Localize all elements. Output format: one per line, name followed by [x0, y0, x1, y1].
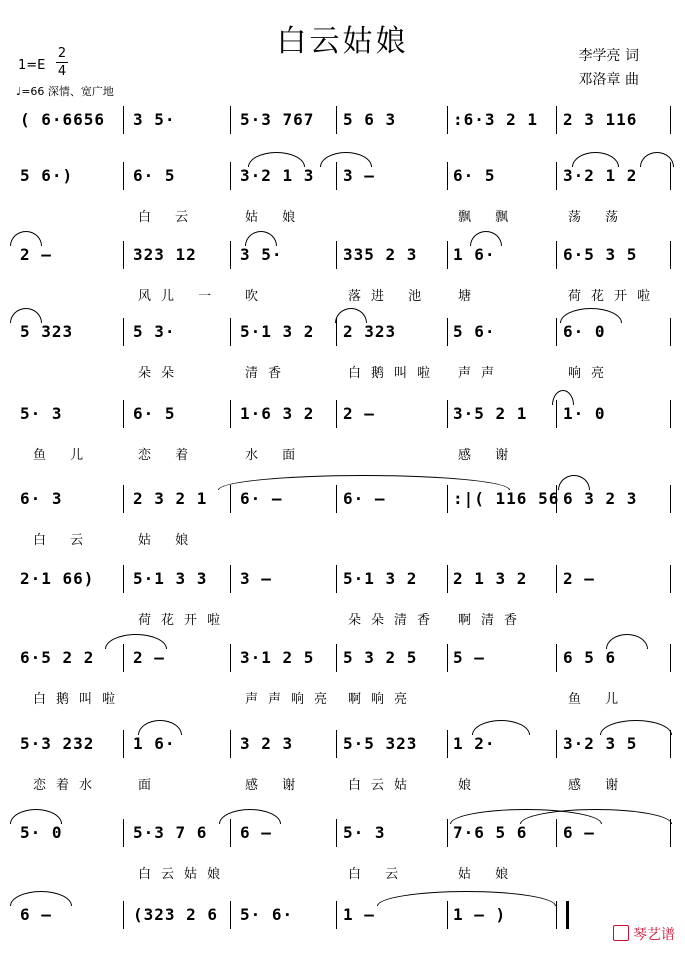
- notes-line: [0, 569, 685, 599]
- measure-notes: 2 3 116: [563, 110, 638, 129]
- measure-notes: 1· 0: [563, 404, 606, 423]
- measure-notes: 2 –: [133, 648, 165, 667]
- bar-line: [447, 565, 448, 593]
- notes-line: [0, 245, 685, 275]
- measure-notes: 5· 0: [20, 823, 63, 842]
- bar-line: [447, 400, 448, 428]
- slur-arc: [558, 475, 590, 490]
- bar-line: [336, 565, 337, 593]
- measure-notes: 5 3 2 5: [343, 648, 418, 667]
- bar-line: [556, 162, 557, 190]
- lyric-text: 白云姑娘: [138, 867, 231, 882]
- bar-line: [123, 400, 124, 428]
- bar-line: [447, 730, 448, 758]
- measure-notes: 6· 5: [133, 166, 176, 185]
- lyric-text: 鱼 儿: [33, 448, 94, 463]
- lyric-text: 水 面: [245, 448, 306, 463]
- lyric-text: 吹: [245, 289, 269, 304]
- lyric-text: 荡 荡: [568, 210, 629, 225]
- slur-arc: [335, 308, 367, 323]
- measure-notes: 5·3 767: [240, 110, 315, 129]
- bar-line: [447, 241, 448, 269]
- lyricist-credit: 李学亮 词: [578, 48, 639, 64]
- measure-notes: 6 –: [20, 905, 52, 924]
- lyric-text: 飘 飘: [458, 210, 519, 225]
- slur-arc: [377, 891, 556, 906]
- lyric-text: 恋着水: [33, 778, 103, 793]
- lyric-text: 啊清香: [458, 613, 528, 628]
- measure-notes: 5·3 232: [20, 734, 95, 753]
- measure-notes: 1 6·: [133, 734, 176, 753]
- lyric-text: 白 云: [138, 210, 199, 225]
- bar-line: [336, 400, 337, 428]
- bar-line: [336, 644, 337, 672]
- bar-line: [123, 901, 124, 929]
- bar-line: [670, 241, 671, 269]
- slur-arc: [10, 809, 62, 824]
- lyric-text: 荷花开啦: [138, 613, 231, 628]
- bar-line: [556, 730, 557, 758]
- time-signature-numerator: 2: [57, 46, 67, 61]
- final-bar-line: [566, 901, 569, 929]
- measure-notes: 1 2·: [453, 734, 496, 753]
- measure-notes: 6 3 2 3: [563, 489, 638, 508]
- lyric-text: 白云姑: [348, 778, 418, 793]
- slur-arc: [218, 475, 510, 490]
- notes-line: [0, 489, 685, 519]
- slur-arc: [470, 231, 502, 246]
- measure-notes: 2 –: [563, 569, 595, 588]
- time-signature-bar: [56, 62, 68, 63]
- bar-line: [556, 106, 557, 134]
- measure-notes: 3 –: [343, 166, 375, 185]
- lyric-text: 白 云: [348, 867, 409, 882]
- bar-line: [123, 106, 124, 134]
- bar-line: [670, 400, 671, 428]
- measure-notes: 5 3·: [133, 322, 176, 341]
- measure-notes: 5 6 3: [343, 110, 397, 129]
- lyric-text: 鱼 儿: [568, 692, 629, 707]
- lyrics-line: [0, 285, 685, 305]
- measure-notes: 6· 3: [20, 489, 63, 508]
- measure-notes: 6· –: [240, 489, 283, 508]
- lyric-text: 风儿 一: [138, 289, 222, 304]
- lyric-text: 声声: [458, 366, 505, 381]
- slur-arc: [219, 809, 281, 824]
- measure-notes: 323 12: [133, 245, 197, 264]
- measure-notes: 3 5·: [240, 245, 283, 264]
- bar-line: [670, 644, 671, 672]
- lyrics-line: [0, 945, 685, 965]
- lyric-text: 声声响亮: [245, 692, 338, 707]
- lyrics-line: [0, 863, 685, 883]
- measure-notes: 6 5 6: [563, 648, 617, 667]
- slur-arc: [600, 720, 672, 735]
- measure-notes: 7·6 5 6: [453, 823, 528, 842]
- measure-notes: 6·5 2 2: [20, 648, 95, 667]
- bar-line: [336, 106, 337, 134]
- notes-line: [0, 166, 685, 196]
- notes-line: [0, 322, 685, 352]
- notes-line: [0, 823, 685, 853]
- notes-line: [0, 404, 685, 434]
- measure-notes: 3 –: [240, 569, 272, 588]
- bar-line: [556, 901, 557, 929]
- slur-arc: [606, 634, 648, 649]
- lyric-text: 姑 娘: [138, 533, 199, 548]
- lyrics-line: [0, 444, 685, 464]
- watermark-logo: [613, 924, 675, 944]
- lyric-text: 啊响亮: [348, 692, 418, 707]
- notes-line: [0, 110, 685, 140]
- measure-notes: ( 6·6656: [20, 110, 106, 129]
- bar-line: [123, 162, 124, 190]
- bar-line: [447, 644, 448, 672]
- bar-line: [670, 106, 671, 134]
- bar-line: [123, 565, 124, 593]
- measure-notes: 5 6·): [20, 166, 74, 185]
- bar-line: [336, 819, 337, 847]
- measure-notes: 5 6·: [453, 322, 496, 341]
- bar-line: [230, 241, 231, 269]
- bar-line: [670, 318, 671, 346]
- measure-notes: 1 –: [343, 905, 375, 924]
- slur-arc: [138, 720, 182, 735]
- bar-line: [230, 106, 231, 134]
- measure-notes: 5 –: [453, 648, 485, 667]
- bar-line: [447, 106, 448, 134]
- time-signature-denominator: 4: [57, 64, 67, 79]
- lyrics-line: [0, 688, 685, 708]
- measure-notes: 1·6 3 2: [240, 404, 315, 423]
- slur-arc: [472, 720, 530, 735]
- slur-arc: [10, 891, 72, 906]
- bar-line: [556, 318, 557, 346]
- measure-notes: 3·2 1 2: [563, 166, 638, 185]
- measure-notes: 2 –: [20, 245, 52, 264]
- measure-notes: 5·5 323: [343, 734, 418, 753]
- lyric-text: 娘: [458, 778, 482, 793]
- page-title: 白云姑娘: [276, 24, 409, 59]
- measure-notes: 5·1 3 2: [343, 569, 418, 588]
- measure-notes: 335 2 3: [343, 245, 418, 264]
- bar-line: [230, 901, 231, 929]
- bar-line: [123, 241, 124, 269]
- lyric-text: 姑 娘: [458, 867, 519, 882]
- lyric-text: 朵朵清香: [348, 613, 441, 628]
- measure-notes: 5·1 3 2: [240, 322, 315, 341]
- slur-arc: [105, 634, 167, 649]
- measure-notes: :6·3 2 1: [453, 110, 539, 129]
- bar-line: [123, 730, 124, 758]
- bar-line: [230, 644, 231, 672]
- lyric-text: 感 谢: [458, 448, 519, 463]
- lyric-text: 荷花开啦: [568, 289, 661, 304]
- measure-notes: (323 2 6: [133, 905, 219, 924]
- bar-line: [230, 318, 231, 346]
- measure-notes: 3 2 3: [240, 734, 294, 753]
- bar-line: [556, 485, 557, 513]
- slur-arc: [10, 231, 42, 246]
- bar-line: [230, 400, 231, 428]
- slur-arc: [552, 390, 574, 405]
- lyric-text: 落进 池: [348, 289, 432, 304]
- lyric-text: 白鹅叫啦: [348, 366, 441, 381]
- bar-line: [336, 730, 337, 758]
- measure-notes: 2 323: [343, 322, 397, 341]
- measure-notes: 5·3 7 6: [133, 823, 208, 842]
- lyric-text: 感 谢: [245, 778, 306, 793]
- measure-notes: 6· –: [343, 489, 386, 508]
- measure-notes: 5· 3: [20, 404, 63, 423]
- measure-notes: :|( 116 56: [453, 489, 560, 508]
- bar-line: [123, 819, 124, 847]
- measure-notes: 5 323: [20, 322, 74, 341]
- slur-arc: [10, 308, 42, 323]
- lyric-text: 恋 着: [138, 448, 199, 463]
- lyrics-line: [0, 774, 685, 794]
- lyrics-line: [0, 362, 685, 382]
- measure-notes: 6· 5: [133, 404, 176, 423]
- measure-notes: 2 –: [343, 404, 375, 423]
- lyric-text: 白 云: [33, 533, 94, 548]
- notes-line: [0, 734, 685, 764]
- lyric-text: 感 谢: [568, 778, 629, 793]
- measure-notes: 2·1 66): [20, 569, 95, 588]
- measure-notes: 6 –: [240, 823, 272, 842]
- lyric-text: 姑 娘: [245, 210, 306, 225]
- measure-notes: 5·1 3 3: [133, 569, 208, 588]
- measure-notes: 5· 6·: [240, 905, 294, 924]
- measure-notes: 2 1 3 2: [453, 569, 528, 588]
- key-signature: 1=E: [18, 58, 46, 73]
- watermark-logo-text: 琴艺谱: [633, 927, 675, 943]
- music-score-logo-icon: [613, 925, 629, 941]
- lyric-text: 塘: [458, 289, 482, 304]
- bar-line: [336, 901, 337, 929]
- bar-line: [123, 318, 124, 346]
- measure-notes: 6· 0: [563, 322, 606, 341]
- bar-line: [447, 318, 448, 346]
- measure-notes: 6·5 3 5: [563, 245, 638, 264]
- bar-line: [230, 162, 231, 190]
- bar-line: [556, 644, 557, 672]
- measure-notes: 5· 3: [343, 823, 386, 842]
- time-signature: [56, 46, 68, 79]
- measure-notes: 6 –: [563, 823, 595, 842]
- lyrics-line: [0, 609, 685, 629]
- measure-notes: 3·2 1 3: [240, 166, 315, 185]
- bar-line: [230, 730, 231, 758]
- lyric-text: 响亮: [568, 366, 615, 381]
- measure-notes: 3·1 2 5: [240, 648, 315, 667]
- measure-notes: 3 5·: [133, 110, 176, 129]
- lyrics-line: [0, 206, 685, 226]
- lyrics-line: [0, 529, 685, 549]
- measure-notes: 2 3 2 1: [133, 489, 208, 508]
- notes-line: [0, 905, 685, 935]
- bar-line: [230, 565, 231, 593]
- tempo-marking: ♩=66 深情、宽广地: [16, 85, 114, 98]
- slur-arc: [245, 231, 277, 246]
- measure-notes: 1 6·: [453, 245, 496, 264]
- bar-line: [556, 241, 557, 269]
- bar-line: [670, 485, 671, 513]
- bar-line: [447, 162, 448, 190]
- measure-notes: 1 – ): [453, 905, 507, 924]
- lyric-text: 朵朵: [138, 366, 185, 381]
- notes-line: [0, 648, 685, 678]
- bar-line: [336, 241, 337, 269]
- bar-line: [670, 565, 671, 593]
- bar-line: [556, 565, 557, 593]
- composer-credit: 邓洛章 曲: [578, 72, 639, 88]
- measure-notes: 6· 5: [453, 166, 496, 185]
- measure-notes: 3·5 2 1: [453, 404, 528, 423]
- slur-arc: [560, 308, 622, 323]
- measure-notes: 3·2 3 5: [563, 734, 638, 753]
- bar-line: [447, 819, 448, 847]
- bar-line: [123, 485, 124, 513]
- lyric-text: 清香: [245, 366, 292, 381]
- lyric-text: 面: [138, 778, 162, 793]
- lyric-text: 白鹅叫啦: [33, 692, 126, 707]
